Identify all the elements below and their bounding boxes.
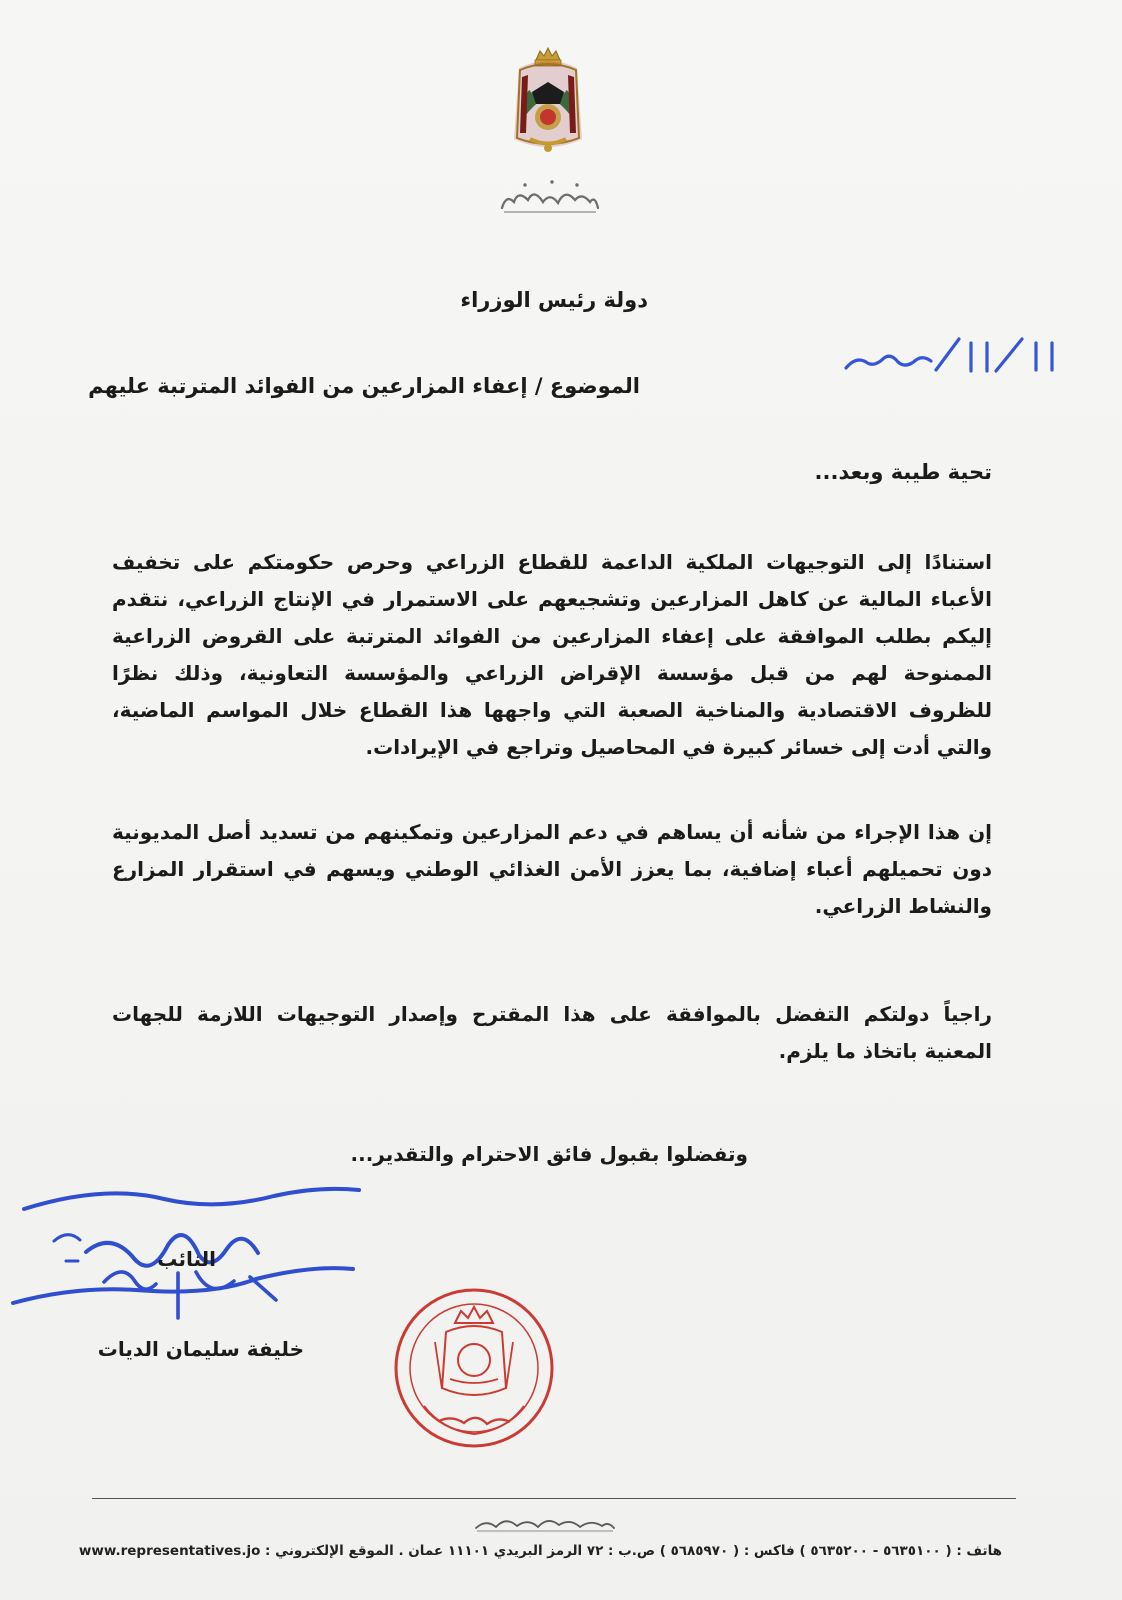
coat-of-arms-icon: [502, 44, 594, 160]
kingdom-wordmark: [470, 1510, 620, 1536]
official-stamp: [390, 1284, 558, 1452]
addressee: دولة رئيس الوزراء: [460, 288, 648, 312]
signatory-name: خليفة سليمان الديات: [97, 1337, 304, 1361]
house-of-representatives-logo: [494, 172, 606, 220]
body-paragraph-3: راجياً دولتكم التفضل بالموافقة على هذا المقترح وإصدار التوجيهات اللازمة للجهات المعنية باتخاذ ما يلزم.: [112, 1002, 992, 1063]
signatory-title: النائب: [157, 1247, 216, 1271]
handwritten-date: [838, 326, 1088, 386]
letter-subject: الموضوع / إعفاء المزارعين من الفوائد المترتبة عليهم: [88, 374, 640, 398]
closing-line: وتفضلوا بقبول فائق الاحترام والتقدير...: [350, 1142, 748, 1166]
footer-divider: [92, 1498, 1016, 1499]
body-paragraph-1: استنادًا إلى التوجيهات الملكية الداعمة للقطاع الزراعي وحرص حكومتكم على تخفيف الأعباء المالية عن كاهل المزارعين وتشجيعهم على الاستمرار في الإنتاج الزراعي، نتقدم إليكم بطلب الموافقة على إعفاء المزارعين من الفوائد المترتبة على القروض الزراعية الممنوحة لهم من قبل مؤسسة الإقراض الزراعي والمؤسسة التعاونية، وذلك نظرًا للظروف الاقتصادية والمناخية الصعبة التي واجهها هذا القطاع خلال المواسم الماضية، والتي أدت إلى خسائر كبيرة في المحاصيل وتراجع في الإيرادات.: [112, 550, 992, 759]
body-paragraph-2: إن هذا الإجراء من شأنه أن يساهم في دعم المزارعين وتمكينهم من تسديد أصل المديونية دون تحميلهم أعباء إضافية، بما يعزز الأمن الغذائي الوطني ويسهم في استقرار المزارع والنشاط الزراعي.: [112, 820, 992, 918]
footer-contact-info: هاتف : ( ٥٦٣٥١٠٠ - ٥٦٣٥٢٠٠ ) فاكس : ( ٥٦٨٥٩٧٠ ) ص.ب : ٧٢ الرمز البريدي ١١١٠١ عمان . الموقع الإلكتروني : www.representatives.jo: [78, 1543, 1002, 1559]
greeting: تحية طيبة وبعد...: [814, 460, 992, 484]
